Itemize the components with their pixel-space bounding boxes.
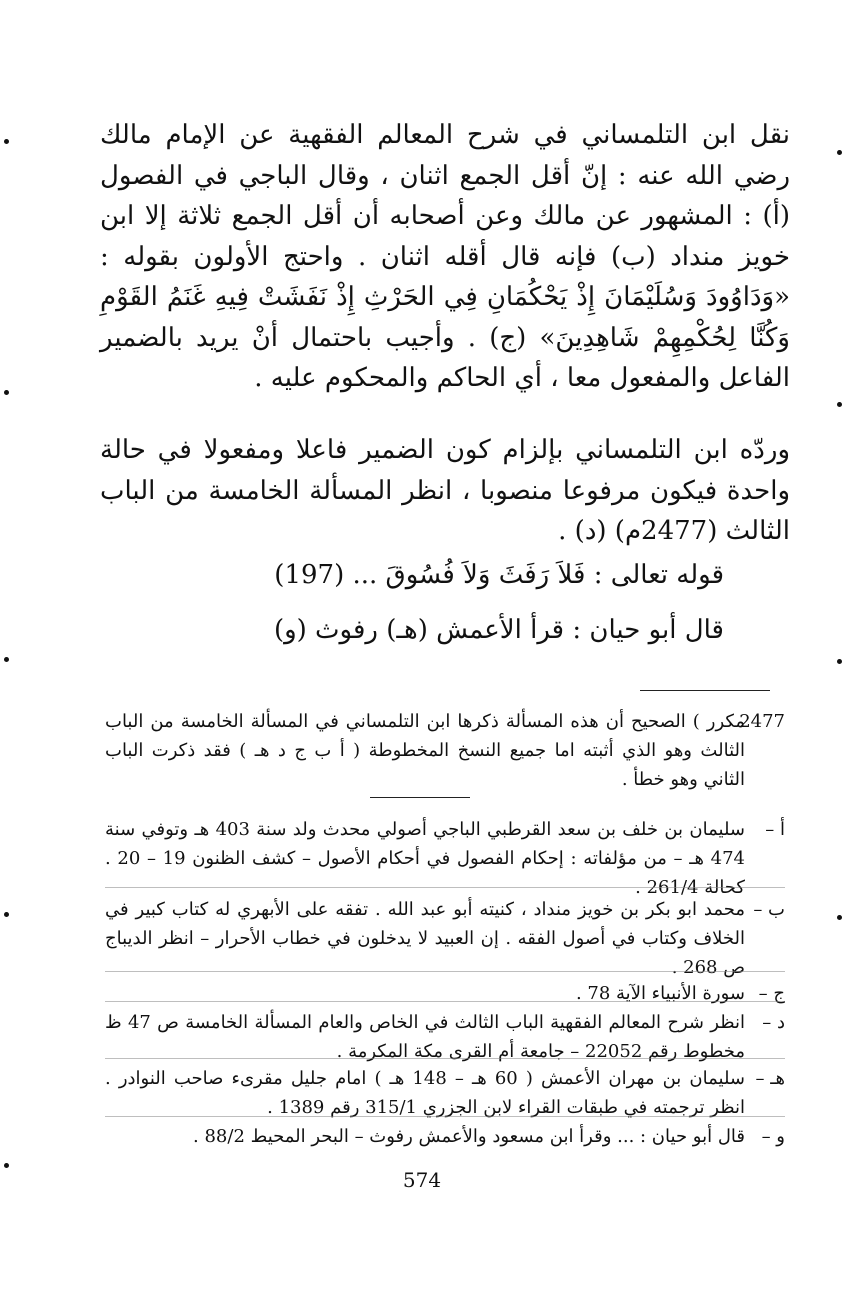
margin-dot (837, 150, 842, 155)
footnote-mark: هـ – (755, 1068, 785, 1089)
footnote-mark: ج – (758, 983, 785, 1004)
footnote-divider (105, 887, 785, 888)
footnote-text: سورة الأنبياء الآية 78 . (575, 983, 745, 1004)
footnote-mark: د – (762, 1012, 785, 1033)
main-paragraph-2 (100, 430, 790, 552)
margin-dot (4, 390, 9, 395)
margin-dot (837, 915, 842, 920)
footnote-mark: أ – (765, 819, 785, 840)
margin-dot (4, 139, 9, 144)
footnote-text: سليمان بن خلف بن سعد القرطبي الباجي أصولي محدث ولد سنة 403 هـ وتوفي سنة 474 هـ – من مؤلفاته : إحكام الفصول في أحكام الأصول – كشف الظنون 19 – 20 . كحالة 261/4 . (105, 819, 745, 898)
footnote-mark: 2477 (739, 711, 785, 732)
page-number: 574 (402, 1168, 442, 1192)
margin-dot (4, 657, 9, 662)
footnote-divider (105, 971, 785, 972)
footnote-separator (370, 797, 470, 798)
paragraph-text: وردّه ابن التلمساني بإلزام كون الضمير فاعلا ومفعولا في حالة واحدة فيكون مرفوعا منصوبا ، انظر المسألة الخامسة من الباب الثالث (2477م) (د) . (100, 435, 790, 546)
footnote-ba (105, 895, 785, 982)
main-paragraph-1 (100, 115, 790, 399)
footnote-mark: و – (761, 1126, 785, 1147)
paragraph-text: نقل ابن التلمساني في شرح المعالم الفقهية عن الإمام مالك رضي الله عنه : إنّ أقل الجمع اثنان ، وقال الباجي في الفصول (أ) : المشهور عن مالك وعن أصحابه أن أقل الجمع ثلاثة إلا ابن خويز منداد (ب) فإنه قال أقله اثنان . واحتج الأولون بقوله : «وَدَاوُودَ وَسُلَيْمَانَ إِذْ يَحْكُمَانِ فِي الحَرْثِ إِذْ نَفَشَتْ فِيهِ غَنَمُ القَوْمِ وَكُنَّا لِحُكْمِهِمْ شَاهِدِينَ» (ج) . وأجيب باحتمال أنْ يريد بالضمير الفاعل والمفعول معا ، أي الحاكم والمحكوم عليه . (100, 120, 790, 393)
footnote-text: مكرر ) الصحيح أن هذه المسألة ذكرها ابن التلمساني في المسألة الخامسة من الباب الثالث وهو الذي أثبته اما جميع النسخ المخطوطة ( أ ب ج د هـ ) فقد ذكرت الباب الثاني وهو خطأ . (105, 711, 745, 790)
footnote-2477 (105, 707, 785, 794)
footnote-text: قال أبو حيان : ... وقرأ ابن مسعود والأعمش رفوث – البحر المحيط 88/2 . (193, 1126, 745, 1147)
footnote-separator (640, 690, 770, 691)
footnote-alif (105, 815, 785, 902)
footnote-divider (105, 1001, 785, 1002)
footnote-waw (105, 1122, 785, 1151)
margin-dot (4, 912, 9, 917)
footnote-text: انظر شرح المعالم الفقهية الباب الثالث في الخاص والعام المسألة الخامسة ص 47 ظ مخطوط رقم 22052 – جامعة أم القرى مكة المكرمة . (105, 1012, 745, 1062)
footnote-jim (105, 979, 785, 1008)
footnote-divider (105, 1058, 785, 1059)
footnote-ha (105, 1064, 785, 1122)
footnote-mark: ب – (753, 899, 785, 920)
footnote-text: محمد ابو بكر بن خويز منداد ، كنيته أبو عبد الله . تفقه على الأبهري له كتاب كبير في الخلاف وكتاب في أصول الفقه . إن العبيد لا يدخلون في خطاب الأحرار – انظر الديباج ص 268 . (105, 899, 745, 978)
margin-dot (837, 402, 842, 407)
commentary-line: قال أبو حيان : قرأ الأعمش (هـ) رفوث (و) (273, 615, 724, 645)
footnote-divider (105, 1116, 785, 1117)
margin-dot (837, 659, 842, 664)
verse-line: قوله تعالى : فَلاَ رَفَثَ وَلاَ فُسُوقَ ... (197) (274, 560, 724, 590)
footnote-text: سليمان بن مهران الأعمش ( 60 هـ – 148 هـ ) امام جليل مقرىء صاحب النوادر . انظر ترجمته في طبقات القراء لابن الجزري 315/1 رقم 1389 . (105, 1068, 745, 1118)
